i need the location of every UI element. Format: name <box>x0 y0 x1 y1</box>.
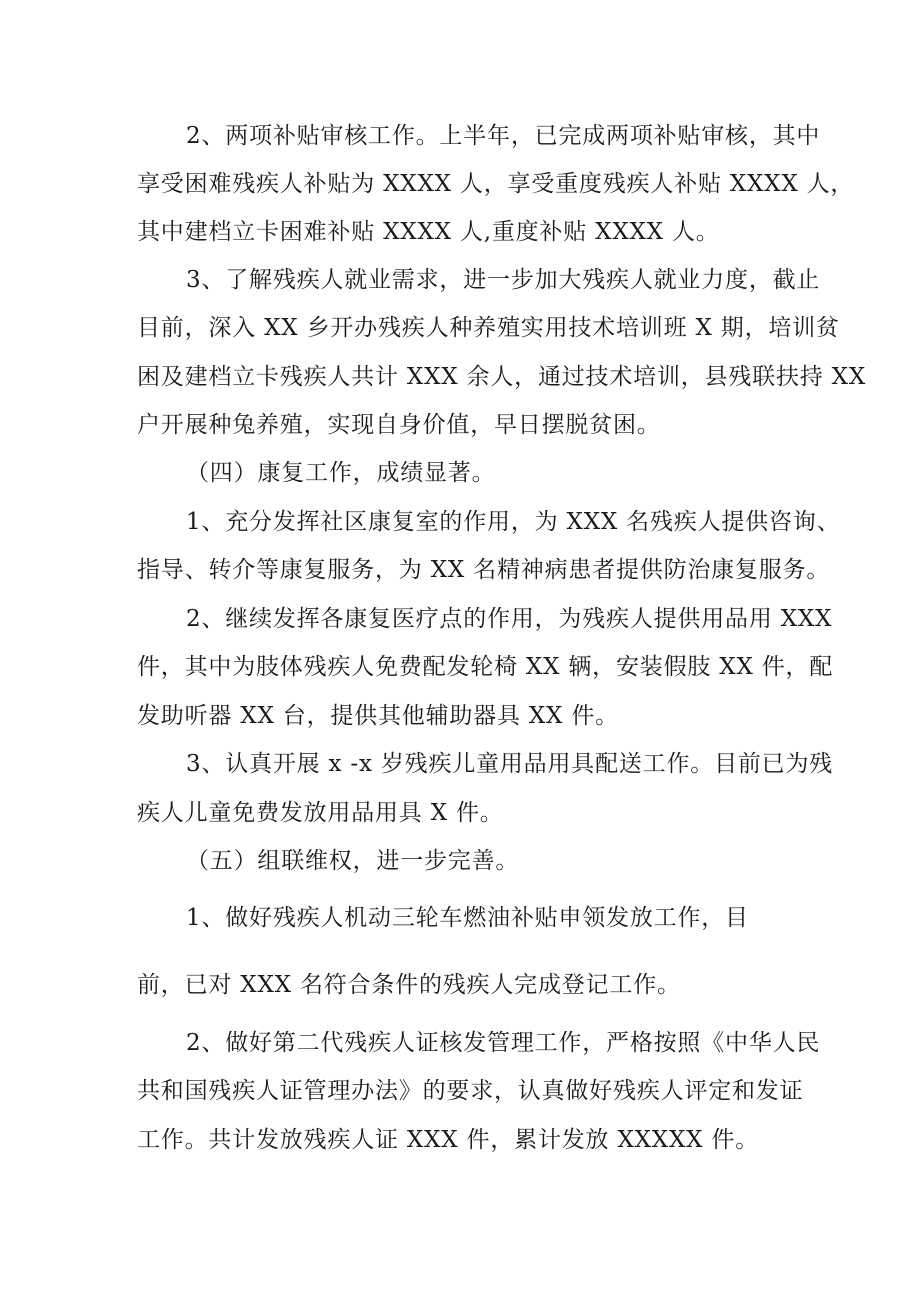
text-line: 3、认真开展 x -x 岁残疾儿童用品用具配送工作。目前已为残 <box>186 751 834 777</box>
text-line: 指导、转介等康复服务，为 XX 名精神病患者提供防治康复服务。 <box>137 557 831 583</box>
text-line: 疾人儿童免费发放用品用具 X 件。 <box>137 800 504 826</box>
text-line: 发助听器 XX 台，提供其他辅助器具 XX 件。 <box>137 703 619 729</box>
text-line: 共和国残疾人证管理办法》的要求，认真做好残疾人评定和发证 <box>137 1078 804 1104</box>
text-line: 件，其中为肢体残疾人免费配发轮椅 XX 辆，安装假肢 XX 件，配 <box>137 654 834 680</box>
section-heading: （四）康复工作，成绩显著。 <box>186 460 496 486</box>
text-line: 目前，深入 XX 乡开办残疾人种养殖实用技术培训班 X 期，培训贫 <box>137 315 840 341</box>
text-line: 2、继续发挥各康复医疗点的作用，为残疾人提供用品用 XXX <box>186 606 833 632</box>
text-line: 其中建档立卡困难补贴 XXXX 人,重度补贴 XXXX 人。 <box>137 219 720 245</box>
text-line: 2、两项补贴审核工作。上半年，已完成两项补贴审核，其中 <box>186 123 821 149</box>
text-line: 享受困难残疾人补贴为 XXXX 人，享受重度残疾人补贴 XXXX 人， <box>137 171 855 197</box>
text-line: 工作。共计发放残疾人证 XXX 件，累计发放 XXXXX 件。 <box>137 1127 760 1153</box>
section-heading: （五）组联维权，进一步完善。 <box>186 848 520 874</box>
text-line: 户开展种兔养殖，实现自身价值，早日摆脱贫困。 <box>137 412 661 438</box>
text-line: 2、做好第二代残疾人证核发管理工作，严格按照《中华人民 <box>186 1030 821 1056</box>
text-line: 前，已对 XXX 名符合条件的残疾人完成登记工作。 <box>137 972 681 998</box>
text-line: 困及建档立卡残疾人共计 XXX 余人，通过技术培训，县残联扶持 XX <box>137 364 867 390</box>
text-line: 3、了解残疾人就业需求，进一步加大残疾人就业力度，截止 <box>186 267 821 293</box>
text-line: 1、做好残疾人机动三轮车燃油补贴申领发放工作，目 <box>186 905 749 931</box>
text-line: 1、充分发挥社区康复室的作用，为 XXX 名残疾人提供咨询、 <box>186 509 841 535</box>
